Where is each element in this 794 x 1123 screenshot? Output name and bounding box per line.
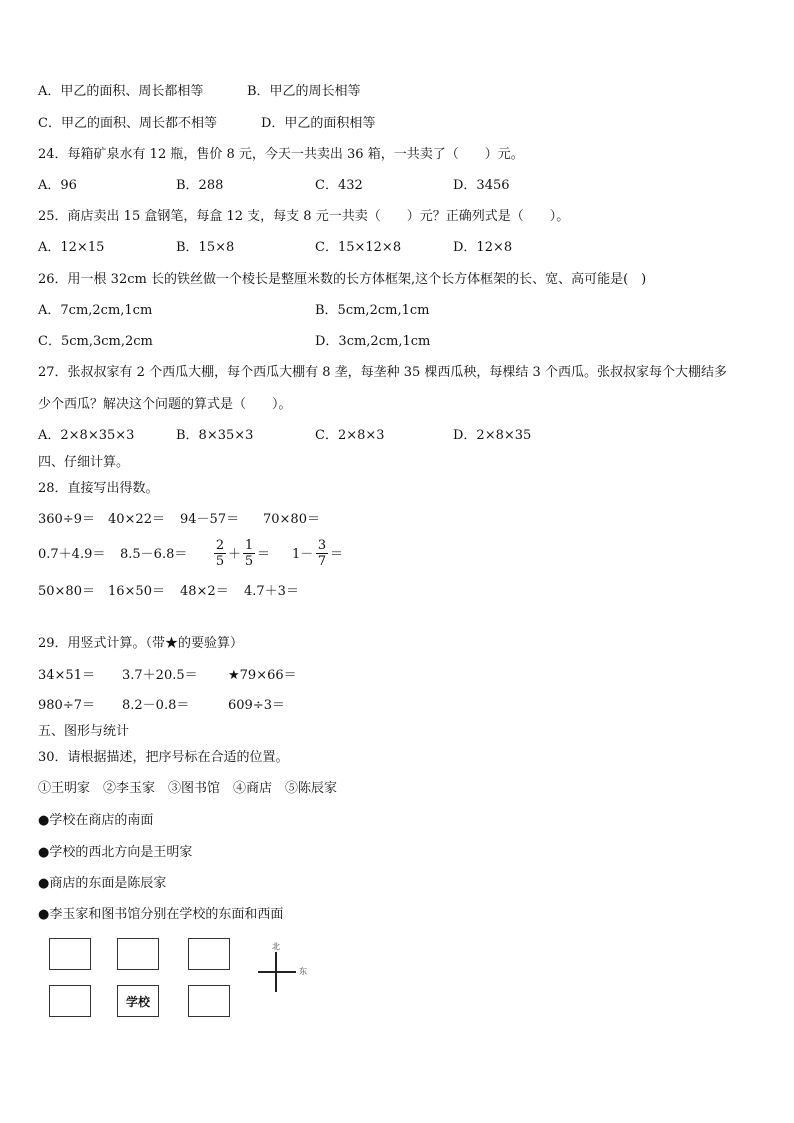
equals-sign: ＝: [257, 547, 271, 562]
q30-legend: ①王明家 ②李玉家 ③图书馆 ④商店 ⑤陈辰家: [38, 781, 338, 796]
q26-option-b: B．5cm,2cm,1cm: [315, 303, 430, 318]
answer-box-northeast[interactable]: [188, 938, 230, 970]
q28-item-2: 40×22＝: [108, 512, 165, 527]
q28-fraction-one-fifth: [243, 538, 255, 569]
answer-box-north[interactable]: [117, 938, 159, 970]
answer-box-east[interactable]: [188, 985, 230, 1017]
q29-item-3: ★79×66＝: [228, 668, 297, 683]
q30-clue-4: ●李玉家和图书馆分别在学校的东面和西面: [38, 907, 284, 922]
q28-item-5: 0.7＋4.9＝: [38, 547, 106, 562]
fraction-denominator: 5: [244, 554, 254, 569]
east-label: 东: [299, 967, 307, 976]
fraction-numerator: 2: [215, 538, 225, 553]
q28-item-10: 16×50＝: [108, 584, 165, 599]
q28-item-11: 48×2＝: [180, 584, 229, 599]
fraction-denominator: 7: [317, 554, 327, 569]
q26-option-c: C．5cm,3cm,2cm: [38, 334, 153, 349]
q24-option-a: A．96: [38, 178, 77, 193]
q23-option-b: B．甲乙的周长相等: [247, 84, 361, 99]
q28-stem: 28．直接写出得数。: [38, 481, 159, 496]
q30-stem: 30．请根据描述，把序号标在合适的位置。: [38, 750, 289, 765]
q24-option-b: B．288: [176, 178, 224, 193]
fraction-denominator: 5: [215, 554, 225, 569]
answer-box-west[interactable]: [49, 985, 91, 1017]
q26-stem: 26．用一根 32cm 长的铁丝做一个棱长是整厘米数的长方体框架,这个长方体框架的长、宽、高可能是( ): [38, 272, 647, 287]
q29-item-2: 3.7＋20.5＝: [122, 668, 198, 683]
q24-stem: 24．每箱矿泉水有 12 瓶，售价 8 元，今天一共卖出 36 箱，一共卖了（ ）元。: [38, 147, 524, 162]
q30-clue-3: ●商店的东面是陈辰家: [38, 876, 167, 891]
q29-item-5: 8.2－0.8＝: [122, 698, 190, 713]
q27-option-b: B．8×35×3: [176, 428, 254, 443]
q26-option-d: D．3cm,2cm,1cm: [315, 334, 431, 349]
one-minus: 1－: [292, 547, 314, 562]
q28-item-6: 8.5－6.8＝: [120, 547, 188, 562]
q24-option-c: C．432: [315, 178, 363, 193]
fraction-numerator: 3: [317, 538, 327, 553]
q26-option-a: A．7cm,2cm,1cm: [38, 303, 153, 318]
school-box: [117, 985, 159, 1017]
q28-fraction-two-fifths: [214, 538, 226, 569]
q27-option-d: D．2×8×35: [453, 428, 532, 443]
q30-clue-2: ●学校的西北方向是王明家: [38, 845, 193, 860]
q28-item-1: 360÷9＝: [38, 512, 95, 527]
section-5-heading: 五、图形与统计: [38, 724, 130, 739]
q30-clue-1: ●学校在商店的南面: [38, 813, 154, 828]
q23-option-c: C．甲乙的面积、周长都不相等: [38, 116, 217, 131]
q28-fraction-three-sevenths: [316, 538, 328, 569]
q23-option-a: A．甲乙的面积、周长都相等: [38, 84, 204, 99]
school-label: 学校: [125, 994, 150, 1009]
q28-item-12: 4.7＋3＝: [244, 584, 299, 599]
answer-box-northwest[interactable]: [49, 938, 91, 970]
q25-option-b: B．15×8: [176, 240, 235, 255]
q25-option-c: C．15×12×8: [315, 240, 402, 255]
q23-option-d: D．甲乙的面积相等: [261, 116, 376, 131]
q29-stem: 29．用竖式计算。（带★的要验算）: [38, 636, 244, 651]
north-label: 北: [272, 942, 280, 951]
q27-stem-line2: 少个西瓜？解决这个问题的算式是（ ）。: [38, 397, 292, 412]
q29-item-6: 609÷3＝: [228, 698, 285, 713]
q27-option-a: A．2×8×35×3: [38, 428, 135, 443]
q29-item-4: 980÷7＝: [38, 698, 95, 713]
plus-sign: ＋: [228, 547, 242, 562]
fraction-numerator: 1: [244, 538, 254, 553]
q28-item-9: 50×80＝: [38, 584, 95, 599]
compass-horizontal-axis: [258, 971, 296, 973]
q24-option-d: D．3456: [453, 178, 510, 193]
q27-stem-line1: 27．张叔叔家有 2 个西瓜大棚，每个西瓜大棚有 8 垄，每垄种 35 棵西瓜秧，每棵结 3 个西瓜。张叔叔家每个大棚结多: [38, 365, 727, 380]
equals-sign: ＝: [330, 547, 344, 562]
q25-option-a: A．12×15: [38, 240, 105, 255]
q25-stem: 25．商店卖出 15 盒钢笔，每盒 12 支，每支 8 元一共卖（ ）元？正确列式是（ ）。: [38, 209, 570, 224]
q25-option-d: D．12×8: [453, 240, 513, 255]
q29-item-1: 34×51＝: [38, 668, 95, 683]
q28-item-4: 70×80＝: [263, 512, 320, 527]
q28-item-3: 94－57＝: [180, 512, 240, 527]
q27-option-c: C．2×8×3: [315, 428, 385, 443]
section-4-heading: 四、仔细计算。: [38, 455, 130, 470]
